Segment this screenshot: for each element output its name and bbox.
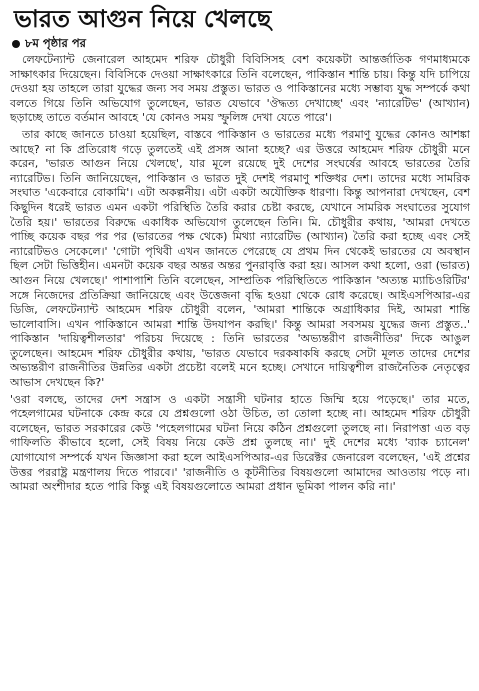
- article-paragraph-2: তার কাছে জানতে চাওয়া হয়েছিল, বাস্তবে পাকিস্তান ও ভারতের মধ্যে পরমাণু যুদ্ধের কোনও আশঙ্কা আছে? না কি প্রতিরোধ গড়ে তুলতেই এই প্রসঙ্গ আনা হচ্ছে? এর উত্তরে আহমেদ শরিফ চৌধুরী মনে করেন, 'ভারত আগুন নিয়ে খেলছে', যার মূলে রয়েছে দুই দেশের সংঘর্ষের আবহে ভারতের তৈরি ন্যারেটিভ। তিনি জানিয়েছেন, পাকিস্তান ও ভারত দুই দেশই পরমাণু শক্তিধর দেশ। তাদের মধ্যে সামরিক সংঘাত 'একেবারে বোকামি'। এটা অকল্পনীয়। এটা একটা অযৌক্তিক ধারণা। কিন্তু আপনারা দেখছেন, বেশ কিছুদিন ধরেই ভারত এমন একটা পরিস্থিতি তৈরি করার চেষ্টা করছে, যেখানে সামরিক সংঘাতের সুযোগ তৈরি হয়।' ভারতের বিরুদ্ধে একাধিক অভিযোগ তুলেছেন তিনি। মি. চৌধুরীর কথায়, 'আমরা দেখতে পাচ্ছি কয়েক বছর পর পর (ভারতের পক্ষ থেকে) মিথ্যা ন্যারেটিভ (আখ্যান) তৈরি করা হচ্ছে এবং সেই ন্যারেটিভও সেকেলে।' 'গোটা পৃথিবী এখন জানতে পেরেছে যে প্রথম দিন থেকেই ভারতের যে অবস্থান ছিল সেটা ভিত্তিহীন। এমনটা কয়েক বছর অন্তর অন্তর পুনরাবৃত্তি করা হয়। আসল কথা হলো, ওরা (ভারত) আগুন নিয়ে খেলছে।' পাশাপাশি তিনি বলেছেন, সাম্প্রতিক পরিস্থিতিতে পাকিস্তান 'অত্যন্ত ম্যাচিওরিটির' সঙ্গে নিজেদের প্রতিক্রিয়া জানিয়েছে এবং উত্তেজনা বৃদ্ধি হওয়া থেকে রোধ করেছে। আইএসপিআর-এর ডিজি, লেফটেন্যান্ট আহমেদ শরিফ চৌধুরী বলেন, 'আমরা শান্তিকে অগ্রাধিকার দিই, আমরা শান্তি ভালোবাসি। এখন পাকিস্তানে আমরা শান্তি উদযাপন করছি।' কিন্তু আমরা সবসময় যুদ্ধের জন্য প্রস্তুত..' পাকিস্তান 'দায়িত্বশীলতার' পরিচয় দিয়েছে : তিনি ভারতের 'অভ্যন্তরীণ রাজনীতির' দিকে আঙুল তুলেছেন। আহমেদ শরিফ চৌধুরীর কথায়, 'ভারত যেভাবে দরকষাকষি করছে সেটা মূলত তাদের দেশের অভ্যন্তরীণ রাজনীতির উন্নতির একটা প্রচেষ্টা বলেই মনে হচ্ছে। সেখানে দায়িত্বশীল রাজনৈতিক নেতৃত্বের আভাস দেখছেন কি?': [10, 127, 470, 390]
- continued-from-text: ৮ম পৃষ্ঠার পর: [25, 36, 86, 50]
- article-paragraph-1: লেফটেন্যান্ট জেনারেল আহমেদ শরিফ চৌধুরী বিবিসিসহ বেশ কয়েকটা আন্তর্জাতিক গণমাধ্যমকে সাক্ষাৎকার দিয়েছেন। বিবিসিকে দেওয়া সাক্ষাৎকারে তিনি বলেছেন, পাকিস্তান শান্তি চায়। কিন্তু যদি চাপিয়ে দেওয়া হয় তাহলে তারা যুদ্ধের জন্য সব সময় প্রস্তুত। ভারত ও পাকিস্তানের মধ্যে সম্ভাব্য যুদ্ধ সম্পর্কে কথা বলতে গিয়ে তিনি অভিযোগ তুলেছেন, ভারত যেভাবে 'ঔদ্ধত্য দেখাচ্ছে' এবং 'ন্যারেটিভ' (আখ্যান) ছড়াচ্ছে তাতে বর্তমান আবহে 'যে কোনও সময় স্ফুলিঙ্গ দেখা যেতে পারে'।: [10, 53, 470, 125]
- article-body: [10, 53, 470, 495]
- bullet-icon: [12, 40, 20, 48]
- continued-from-marker: [10, 36, 470, 51]
- article-paragraph-3: 'ওরা বলছে, তাদের দেশ সন্ত্রাস ও একটা সন্ত্রাসী ঘটনার হাতে জিম্মি হয়ে পড়েছে।' তার মতে, পহেলগামের ঘটনাকে কেন্দ্র করে যে প্রশ্নগুলো ওঠা উচিত, তা তোলা হচ্ছে না। আহমেদ শরিফ চৌধুরী বলেছেন, ভারত সরকারের কেউ 'পহেলগামের ঘটনা নিয়ে কঠিন প্রশ্নগুলো তুলছে না। নিরাপত্তা এত বড় গাফিলতি কীভাবে হলো, সেই বিষয় নিয়ে কেউ প্রশ্ন তুলছে না।' দুই দেশের মধ্যে 'ব্যাক চ্যানেল' যোগাযোগ সম্পর্কে যখন জিজ্ঞাসা করা হলে আইএসপিআর-এর ডিরেক্টর জেনারেল বলেছেন, 'এই প্রশ্নের উত্তর পররাষ্ট্র মন্ত্রণালয় দিতে পারবে।' 'রাজনীতি ও কূটনীতির বিষয়গুলো আমাদের আওতায় পড়ে না। আমরা অংশীদার হতে পারি কিন্তু এই বিষয়গুলোতে আমরা প্রধান ভূমিকা পালন করি না।': [10, 392, 470, 494]
- article-headline: ভারত আগুন নিয়ে খেলছে: [14, 5, 272, 33]
